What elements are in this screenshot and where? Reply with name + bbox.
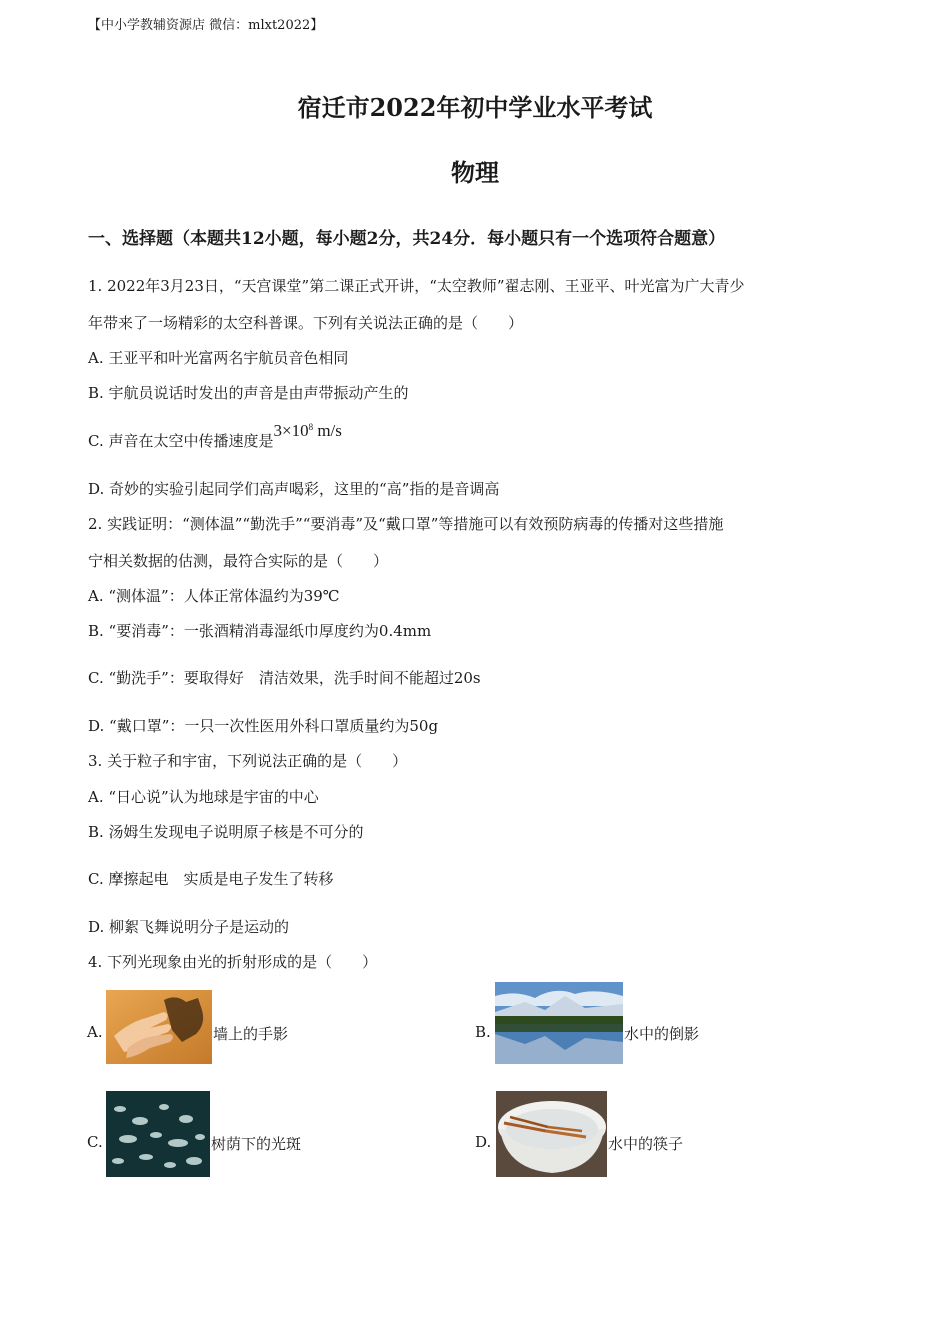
q2-option-d: D. “戴口罩”：一只一次性医用外科口罩质量约为50g xyxy=(88,717,439,735)
q2-option-c: C. “勤洗手”：要取得好 清洁效果，洗手时间不能超过20s xyxy=(88,669,481,687)
light-spots-illustration xyxy=(106,1091,210,1177)
lake-reflection-image xyxy=(495,982,623,1064)
q1-option-b: B. 宇航员说话时发出的声音是由声带振动产生的 xyxy=(88,384,409,402)
exam-title: 宿迁市2022年初中学业水平考试 xyxy=(297,93,653,122)
exam-subject: 物理 xyxy=(451,158,499,187)
speed-formula-unit: m/s xyxy=(313,421,342,440)
q4-option-c-caption: 树荫下的光斑 xyxy=(211,1135,302,1153)
q4-option-d-label: D. xyxy=(475,1133,492,1151)
q2-option-a: A. “测体温”：人体正常体温约为39℃ xyxy=(88,587,340,605)
q3-option-d: D. 柳絮飞舞说明分子是运动的 xyxy=(88,918,290,936)
lake-reflection-illustration xyxy=(495,982,623,1064)
speed-formula xyxy=(273,421,341,440)
q2-stem-line2: 宁相关数据的估测，最符合实际的是（ ） xyxy=(88,552,389,570)
q4-option-b-label: B. xyxy=(475,1023,491,1041)
q4-option-a-label: A. xyxy=(87,1023,103,1041)
q4-option-b-caption: 水中的倒影 xyxy=(624,1025,700,1043)
q2-option-b: B. “要消毒”：一张酒精消毒湿纸巾厚度约为0.4mm xyxy=(88,622,432,640)
q3-option-c: C. 摩擦起电 实质是电子发生了转移 xyxy=(88,870,334,888)
q2-stem-line1: 2. 实践证明：“测体温”“勤洗手”“要消毒”及“戴口罩”等措施可以有效预防病毒的传播对这些措施 xyxy=(88,515,724,533)
q1-option-d: D. 奇妙的实验引起同学们高声喝彩，这里的“高”指的是音调高 xyxy=(88,480,500,498)
speed-formula-exponent: 8 xyxy=(308,422,314,432)
light-spots-image xyxy=(106,1091,210,1177)
q4-stem: 4. 下列光现象由光的折射形成的是（ ） xyxy=(88,953,378,971)
q1-stem-line2: 年带来了一场精彩的太空科普课。下列有关说法正确的是（ ） xyxy=(88,314,524,332)
q1-option-c xyxy=(88,421,342,451)
q1-option-a: A. 王亚平和叶光富两名宇航员音色相同 xyxy=(88,349,349,367)
chopsticks-water-illustration xyxy=(496,1091,607,1177)
q3-option-a: A. “日心说”认为地球是宇宙的中心 xyxy=(88,788,319,806)
page-header: 【中小学教辅资源店 微信：mlxt2022】 xyxy=(88,18,324,33)
chopsticks-water-image xyxy=(496,1091,607,1177)
q4-option-d-caption: 水中的筷子 xyxy=(608,1135,684,1153)
q4-option-a-caption: 墙上的手影 xyxy=(213,1025,289,1043)
q1-option-c-text: C. 声音在太空中传播速度是 xyxy=(88,432,274,450)
speed-formula-base: 3×10 xyxy=(273,421,309,440)
q4-option-c-label: C. xyxy=(87,1133,103,1151)
hand-shadow-illustration xyxy=(106,990,212,1064)
hand-shadow-image xyxy=(106,990,212,1064)
q3-stem: 3. 关于粒子和宇宙，下列说法正确的是（ ） xyxy=(88,752,408,770)
q3-option-b: B. 汤姆生发现电子说明原子核是不可分的 xyxy=(88,823,364,841)
section-title: 一、选择题（本题共12小题，每小题2分，共24分．每小题只有一个选项符合题意） xyxy=(88,229,726,249)
q1-stem-line1: 1. 2022年3月23日，“天宫课堂”第二课正式开讲，“太空教师”翟志刚、王亚平、叶光富为广大青少 xyxy=(88,277,745,295)
